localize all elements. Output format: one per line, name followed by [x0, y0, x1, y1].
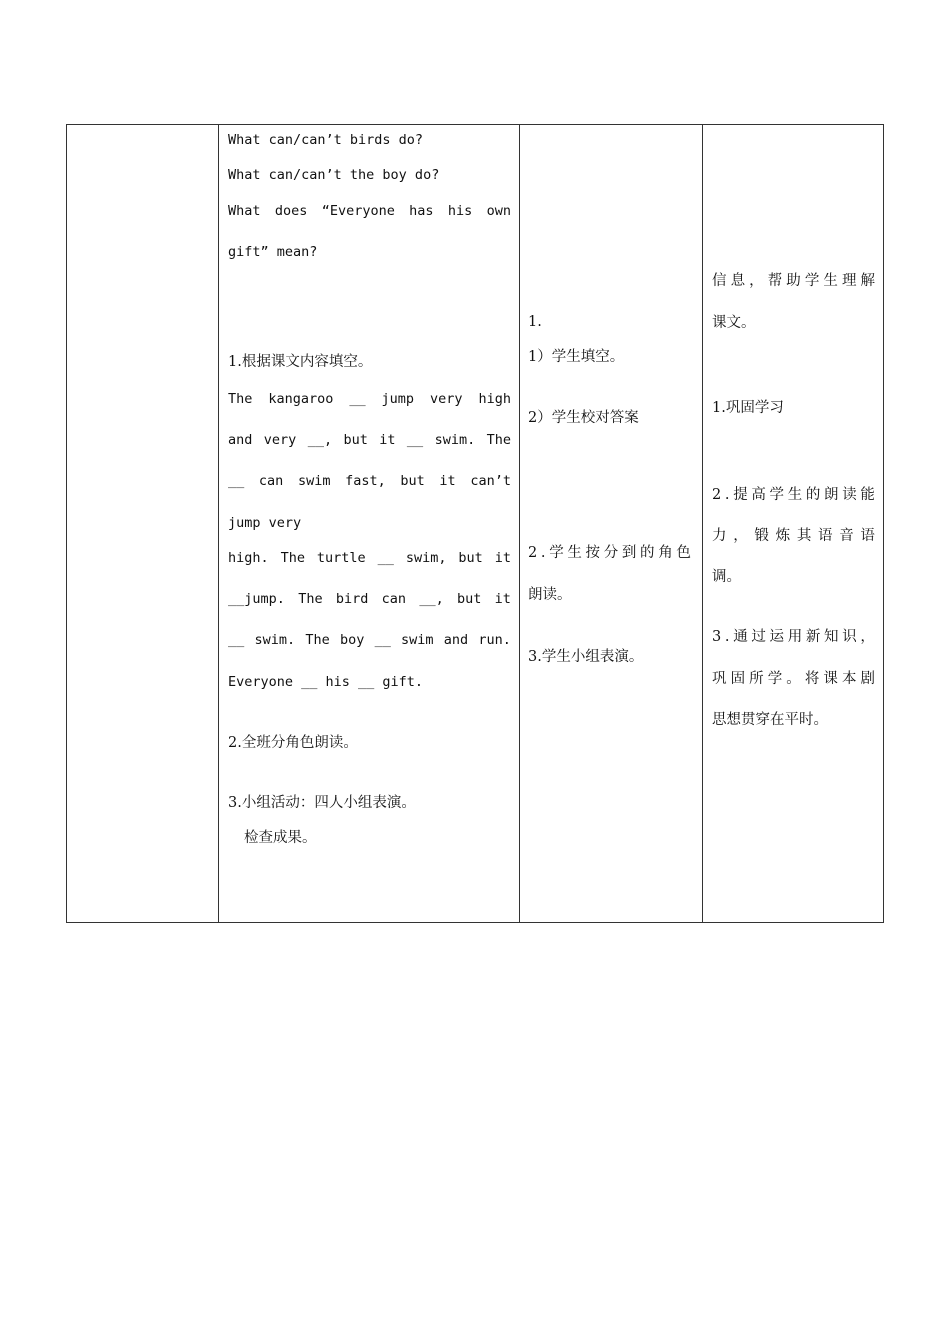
- cell-stage: [67, 125, 218, 922]
- lesson-plan-table: [66, 124, 884, 923]
- student-step-role-read: 2 . 学 生 按 分 到 的 角 色: [528, 545, 691, 561]
- intent-apply: 3 . 通 过 运 用 新 知 识 ，: [712, 629, 875, 645]
- group-activity-heading: 3.小组活动：四人小组表演。: [228, 795, 416, 811]
- student-step-perform: 3.学生小组表演。: [528, 649, 644, 665]
- intent-reading: 力 ， 锻 炼 其 语 音 语: [712, 528, 875, 544]
- fill-blank-line: __jump. The bird can __, but it: [228, 591, 511, 607]
- cell-teacher-activity: [219, 125, 519, 922]
- intent-apply: 思想贯穿在平时。: [712, 712, 828, 728]
- student-step-fill: 1）学生填空。: [528, 349, 625, 365]
- fill-blank-line: __ can swim fast, but it can’t: [228, 473, 511, 489]
- question-birds: What can/can’t birds do?: [228, 132, 424, 148]
- question-gift-line1: What does “Everyone has his own: [228, 203, 511, 219]
- check-results-text: 检查成果。: [244, 830, 317, 846]
- fill-blank-line: __ swim. The boy __ swim and run.: [228, 632, 511, 648]
- intent-consolidate: 1.巩固学习: [712, 400, 784, 416]
- question-gift-line2: gift” mean?: [228, 244, 318, 260]
- cell-student-activity: [520, 125, 702, 922]
- fill-blank-line: Everyone __ his __ gift.: [228, 674, 424, 690]
- intent-reading: 2 . 提 高 学 生 的 朗 读 能: [712, 487, 875, 503]
- fill-blank-line: jump very: [228, 515, 302, 531]
- fill-blank-line: high. The turtle __ swim, but it: [228, 550, 511, 566]
- fill-blank-line: The kangaroo __ jump very high: [228, 391, 511, 407]
- student-step-check: 2）学生校对答案: [528, 410, 639, 426]
- fill-blank-line: and very __, but it __ swim. The: [228, 432, 511, 448]
- question-boy: What can/can’t the boy do?: [228, 167, 440, 183]
- intent-text: 信 息 ， 帮 助 学 生 理 解: [712, 273, 875, 289]
- intent-apply: 巩 固 所 学 。 将 课 本 剧: [712, 671, 875, 687]
- student-step-number: 1.: [528, 314, 542, 330]
- cell-design-intent: [703, 125, 884, 922]
- student-step-role-read-cont: 朗读。: [528, 587, 572, 603]
- role-reading-heading: 2.全班分角色朗读。: [228, 735, 358, 751]
- intent-text: 课文。: [712, 315, 756, 331]
- intent-reading: 调。: [712, 569, 741, 585]
- fill-blank-heading: 1.根据课文内容填空。: [228, 354, 373, 370]
